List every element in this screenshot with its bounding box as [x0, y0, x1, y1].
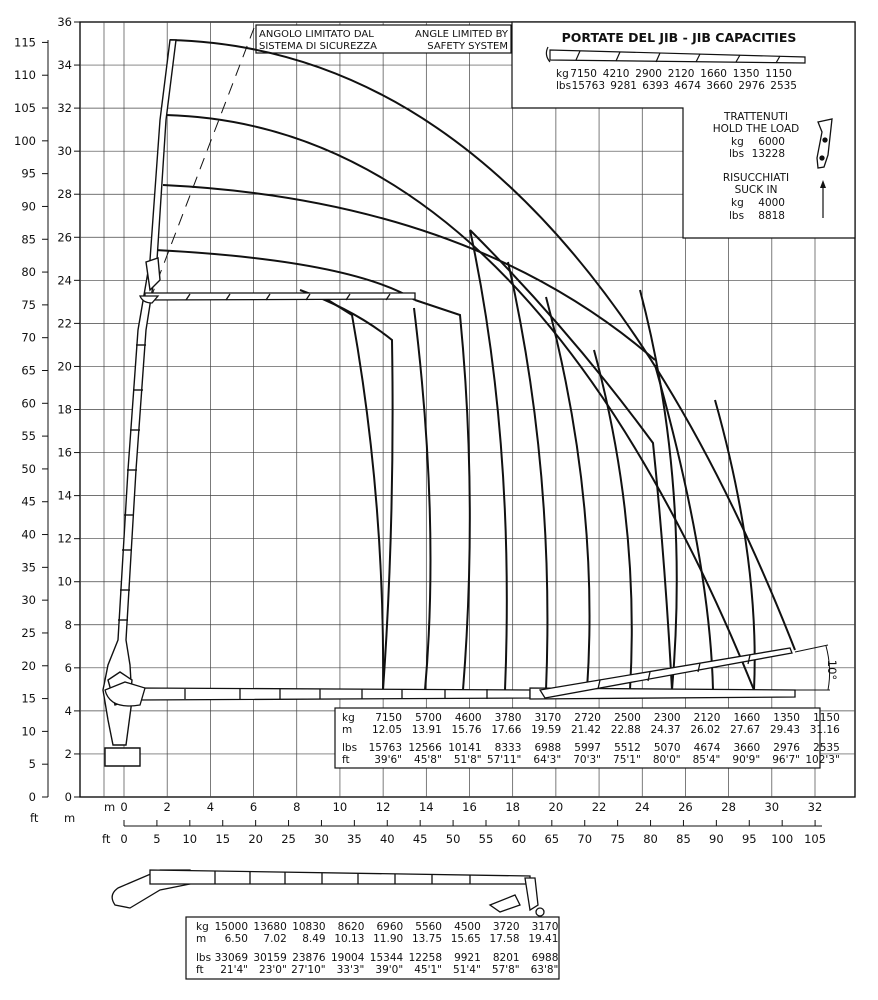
bottom-ft-tick-label: 30 — [314, 832, 329, 846]
bottom-kg-value: 15000 — [214, 921, 248, 933]
bottom-ft-tick-label: 35 — [347, 832, 362, 846]
bottom-m-value: 13.75 — [411, 933, 442, 945]
bottom-m-tick-label: 26 — [678, 800, 693, 814]
jib-kg-value: 2120 — [667, 68, 695, 80]
crane-boom-raised — [103, 40, 176, 766]
bottom-ft-tick-label: 105 — [804, 832, 827, 846]
jib-kg-value: 4210 — [602, 68, 630, 80]
bottom-m-value: 6.50 — [224, 933, 248, 945]
bottom-lbs-value: 9921 — [454, 952, 481, 964]
jib-lbs-label: lbs — [556, 80, 572, 92]
bottom-ft-value: 21'4" — [220, 964, 248, 976]
bottom-capacity-table — [186, 917, 559, 979]
main-m-value: 31.16 — [809, 724, 840, 736]
ft-tick-label: 5 — [28, 757, 36, 772]
bottom-m-value: 7.02 — [263, 933, 287, 945]
crane-boom-horizontal — [105, 648, 795, 706]
bottom-ft-tick-label: 75 — [610, 832, 625, 846]
main-m-label: m — [342, 724, 353, 736]
reach-curve-4 — [508, 262, 547, 690]
bottom-m-tick-label: 28 — [721, 800, 736, 814]
bottom-m-value: 10.13 — [334, 933, 365, 945]
bottom-m-axis — [120, 800, 822, 814]
main-kg-value: 1150 — [813, 712, 840, 724]
ft-tick-label: 65 — [21, 363, 36, 378]
bottom-kg-value: 4500 — [454, 921, 481, 933]
bottom-m-value: 19.41 — [528, 933, 559, 945]
suck-kg-value: 4000 — [758, 197, 785, 209]
bottom-kg-label: kg — [196, 921, 209, 933]
m-tick-label: 14 — [57, 488, 72, 503]
jib-lbs-value: 2976 — [738, 80, 765, 92]
m-tick-label: 2 — [64, 746, 72, 761]
bottom-ft-tick-label: 0 — [120, 832, 128, 846]
bottom-ft-value: 33'3" — [336, 964, 365, 976]
main-capacity-table — [335, 708, 840, 768]
ft-tick-label: 80 — [21, 265, 36, 280]
reach-curve-3 — [470, 230, 507, 690]
main-ft-value: 80'0" — [652, 754, 681, 766]
ft-tick-label: 95 — [21, 166, 36, 181]
main-lbs-value: 2535 — [813, 742, 840, 754]
bottom-m-axis-label: m — [104, 800, 116, 814]
main-ft-value: 45'8" — [414, 754, 442, 766]
bottom-m-tick-label: 4 — [206, 800, 215, 814]
main-kg-value: 3780 — [494, 712, 522, 724]
m-tick-label: 10 — [57, 574, 72, 589]
main-kg-value: 1660 — [733, 712, 761, 724]
bottom-m-tick-label: 12 — [375, 800, 391, 814]
bottom-ft-value: 27'10" — [291, 964, 326, 976]
jib-lbs-value: 2535 — [770, 80, 797, 92]
bottom-lbs-value: 15344 — [369, 952, 404, 964]
safety-it-line2: SISTEMA DI SICUREZZA — [259, 41, 377, 52]
reach-curve-0 — [300, 290, 393, 690]
bottom-lbs-value: 12258 — [408, 952, 442, 964]
bottom-m-tick-label: 18 — [505, 800, 521, 814]
bottom-m-value: 15.65 — [450, 933, 481, 945]
jib-kg-value: 2900 — [635, 68, 662, 80]
main-m-value: 19.59 — [531, 724, 562, 736]
ft-tick-label: 40 — [21, 527, 36, 542]
ft-axis — [14, 35, 48, 804]
bottom-ft-tick-label: 90 — [709, 832, 724, 846]
main-lbs-value: 6988 — [534, 742, 562, 754]
bottom-kg-value: 5560 — [415, 921, 442, 933]
ft-tick-label: 25 — [21, 625, 36, 640]
bottom-kg-value: 3170 — [531, 921, 559, 933]
main-ft-value: 51'8" — [453, 754, 482, 766]
bottom-ft-tick-label: 95 — [741, 832, 757, 846]
bottom-ft-tick-label: 10 — [182, 832, 198, 846]
main-ft-value: 102'3" — [805, 754, 840, 766]
jib-kg-label: kg — [556, 68, 569, 80]
main-m-value: 22.88 — [610, 724, 641, 736]
bottom-ft-tick-label: 60 — [511, 832, 527, 846]
suck-lbs-label: lbs — [729, 210, 745, 222]
ft-tick-label: 0 — [28, 790, 36, 804]
bottom-ft-value: 51'4" — [453, 964, 481, 976]
bottom-ft-axis-label: ft — [102, 832, 111, 846]
main-kg-value: 5700 — [415, 712, 442, 724]
bottom-m-label: m — [196, 933, 207, 945]
safety-en-line2: SAFETY SYSTEM — [427, 41, 508, 52]
main-kg-value: 1350 — [773, 712, 800, 724]
main-m-value: 29.43 — [769, 724, 800, 736]
safety-it-line1: ANGOLO LIMITATO DAL — [259, 29, 374, 40]
jib-kg-values — [570, 68, 792, 80]
bottom-ft-tick-label: 85 — [676, 832, 691, 846]
reach-curve-6 — [594, 350, 632, 690]
bottom-ft-tick-label: 25 — [281, 832, 296, 846]
safety-system-box — [256, 25, 511, 53]
main-ft-value: 75'1" — [613, 754, 641, 766]
bottom-lbs-value: 6988 — [531, 952, 559, 964]
hold-lbs-label: lbs — [729, 148, 745, 160]
bottom-m-values — [225, 933, 559, 945]
jib-kg-value: 1660 — [700, 68, 727, 80]
main-kg-value: 7150 — [375, 712, 402, 724]
main-m-value: 15.76 — [451, 724, 482, 736]
load-curve-3 — [163, 185, 655, 360]
bottom-kg-value: 8620 — [337, 921, 365, 933]
main-lbs-value: 5997 — [574, 742, 601, 754]
main-lbs-value: 2976 — [773, 742, 800, 754]
bottom-kg-value: 10830 — [292, 921, 326, 933]
bottom-m-tick-label: 24 — [634, 800, 650, 814]
main-m-value: 24.37 — [650, 724, 681, 736]
bottom-ft-tick-label: 20 — [248, 832, 263, 846]
main-lbs-label: lbs — [342, 742, 358, 754]
main-lbs-value: 4674 — [693, 742, 721, 754]
main-lbs-value: 15763 — [368, 742, 402, 754]
reach-curve-1 — [414, 308, 430, 690]
ft-tick-label: 35 — [21, 560, 36, 575]
ft-tick-label: 75 — [21, 297, 36, 312]
bottom-m-value: 8.49 — [302, 933, 326, 945]
bottom-m-tick-label: 30 — [764, 800, 780, 814]
reach-curve-00 — [320, 295, 383, 690]
bottom-ft-value: 45'1" — [414, 964, 442, 976]
bottom-ft-value: 23'0" — [259, 964, 287, 976]
bottom-lbs-value: 8201 — [492, 952, 520, 964]
m-tick-label: 34 — [57, 58, 72, 73]
main-kg-value: 4600 — [454, 712, 482, 724]
main-ft-value: 96'7" — [772, 754, 800, 766]
bottom-kg-values — [215, 921, 559, 933]
bottom-m-tick-label: 2 — [163, 800, 171, 814]
bottom-ft-tick-label: 5 — [153, 832, 161, 846]
main-kg-value: 3170 — [534, 712, 562, 724]
bottom-m-value: 11.90 — [373, 933, 404, 945]
reach-curve-5 — [546, 297, 590, 690]
ft-tick-label: 85 — [21, 232, 36, 247]
ft-tick-label: 115 — [14, 35, 36, 50]
hold-lbs-value: 13228 — [751, 148, 785, 160]
ft-tick-label: 60 — [21, 396, 36, 411]
main-ft-value: 39'6" — [374, 754, 402, 766]
m-tick-label: 28 — [57, 187, 72, 202]
m-tick-label: 22 — [57, 316, 72, 331]
bottom-ft-label: ft — [196, 964, 204, 976]
bottom-ft-tick-label: 65 — [544, 832, 560, 846]
bottom-lbs-value: 30159 — [253, 952, 287, 964]
bottom-m-tick-label: 8 — [293, 800, 301, 814]
main-ft-value: 57'11" — [486, 754, 522, 766]
main-m-value: 13.91 — [411, 724, 442, 736]
bottom-lbs-value: 23876 — [292, 952, 326, 964]
m-tick-label: 6 — [64, 660, 72, 675]
bottom-ft-value: 57'8" — [491, 964, 520, 976]
ft-tick-label: 15 — [21, 691, 36, 706]
main-ft-value: 64'3" — [533, 754, 562, 766]
bottom-lbs-value: 33069 — [214, 952, 248, 964]
main-m-value: 17.66 — [491, 724, 522, 736]
jib-capacities-box — [512, 22, 855, 238]
bottom-kg-value: 3720 — [492, 921, 520, 933]
bottom-ft-tick-label: 70 — [577, 832, 593, 846]
main-m-value: 27.67 — [730, 724, 761, 736]
bottom-m-tick-label: 0 — [120, 800, 128, 814]
hold-en-label: HOLD THE LOAD — [712, 123, 800, 135]
main-kg-value: 2720 — [574, 712, 601, 724]
bottom-m-tick-label: 20 — [548, 800, 564, 814]
main-lbs-value: 10141 — [448, 742, 482, 754]
suck-it-label: RISUCCHIATI — [722, 172, 790, 184]
ft-tick-label: 100 — [14, 133, 36, 148]
m-axis — [57, 15, 80, 804]
bottom-lbs-label: lbs — [196, 952, 212, 964]
m-tick-label: 30 — [57, 144, 72, 159]
jib-kg-value: 1150 — [765, 68, 792, 80]
safety-angle-line — [150, 28, 254, 300]
ft-tick-label: 30 — [21, 593, 36, 608]
main-kg-value: 2300 — [653, 712, 681, 724]
jib-lbs-value: 4674 — [674, 80, 701, 92]
bottom-m-tick-label: 6 — [249, 800, 258, 814]
bottom-ft-tick-label: 45 — [412, 832, 428, 846]
jib-lbs-value: 15763 — [571, 80, 605, 92]
suck-kg-label: kg — [731, 197, 744, 209]
bottom-lbs-values — [215, 952, 559, 964]
bottom-ft-tick-label: 40 — [379, 832, 395, 846]
bottom-ft-values — [220, 964, 558, 976]
bottom-lbs-value: 19004 — [330, 952, 365, 964]
bottom-ft-tick-label: 100 — [771, 832, 794, 846]
m-tick-label: 32 — [57, 101, 72, 116]
main-ft-value: 70'3" — [573, 754, 601, 766]
ft-tick-label: 105 — [14, 101, 36, 116]
ft-tick-label: 55 — [21, 429, 36, 444]
m-tick-label: 12 — [57, 531, 72, 546]
main-m-value: 26.02 — [690, 724, 721, 736]
jib-horizontal-top — [140, 293, 415, 303]
m-axis-label: m — [64, 811, 76, 825]
main-lbs-value: 3660 — [733, 742, 761, 754]
bottom-kg-value: 6960 — [376, 921, 404, 933]
bottom-ft-value: 63'8" — [530, 964, 559, 976]
hold-kg-label: kg — [731, 136, 744, 148]
suck-en-label: SUCK IN — [734, 184, 778, 196]
m-tick-label: 0 — [64, 790, 72, 804]
m-tick-label: 8 — [64, 617, 72, 632]
suck-lbs-value: 8818 — [758, 210, 785, 222]
jib-kg-value: 7150 — [570, 68, 597, 80]
bottom-m-tick-label: 22 — [591, 800, 607, 814]
main-lbs-value: 12566 — [408, 742, 442, 754]
bottom-ft-value: 39'0" — [375, 964, 404, 976]
bottom-ft-tick-label: 50 — [445, 832, 461, 846]
hold-it-label: TRATTENUTI — [724, 111, 788, 123]
safety-en-line1: ANGLE LIMITED BY — [415, 29, 508, 40]
bottom-ft-tick-label: 15 — [215, 832, 231, 846]
m-tick-label: 36 — [57, 15, 72, 29]
bottom-m-tick-label: 14 — [418, 800, 434, 814]
m-tick-label: 16 — [57, 445, 72, 460]
main-lbs-value: 8333 — [494, 742, 522, 754]
jib-kg-value: 1350 — [732, 68, 760, 80]
bottom-m-tick-label: 16 — [462, 800, 477, 814]
ft-tick-label: 110 — [14, 68, 36, 83]
ft-tick-label: 45 — [21, 494, 36, 509]
main-m-value: 12.05 — [371, 724, 402, 736]
hold-kg-value: 6000 — [758, 136, 785, 148]
bottom-ft-tick-label: 55 — [478, 832, 494, 846]
jib-lbs-value: 3660 — [706, 80, 733, 92]
ft-tick-label: 50 — [21, 461, 36, 476]
bottom-kg-value: 13680 — [253, 921, 287, 933]
main-lbs-value: 5070 — [653, 742, 681, 754]
main-ft-label: ft — [342, 754, 350, 766]
ft-axis-label: ft — [30, 811, 39, 825]
ft-tick-label: 10 — [21, 724, 36, 739]
main-ft-value: 90'9" — [732, 754, 761, 766]
angle-label: 10° — [825, 659, 839, 681]
jib-lbs-value: 6393 — [642, 80, 669, 92]
bottom-ft-tick-label: 80 — [643, 832, 658, 846]
main-kg-label: kg — [342, 712, 355, 724]
m-tick-label: 26 — [57, 230, 72, 245]
ft-tick-label: 90 — [21, 199, 36, 214]
ft-tick-label: 20 — [21, 658, 36, 673]
m-tick-label: 24 — [57, 273, 72, 288]
main-kg-value: 2120 — [693, 712, 721, 724]
bottom-ft-axis — [120, 820, 826, 846]
crane-folded-drawing — [112, 870, 544, 916]
m-tick-label: 20 — [57, 359, 72, 374]
main-kg-value: 2500 — [614, 712, 641, 724]
main-lbs-value: 5512 — [614, 742, 641, 754]
jib-lbs-value: 9281 — [610, 80, 637, 92]
main-ft-value: 85'4" — [692, 754, 721, 766]
bottom-m-value: 17.58 — [489, 933, 520, 945]
reach-curve-2 — [415, 300, 470, 690]
bottom-m-tick-label: 32 — [807, 800, 823, 814]
main-m-value: 21.42 — [570, 724, 601, 736]
jib-title: PORTATE DEL JIB - JIB CAPACITIES — [561, 30, 797, 45]
m-tick-label: 18 — [57, 402, 72, 417]
ft-tick-label: 70 — [21, 330, 36, 345]
bottom-m-tick-label: 10 — [332, 800, 348, 814]
m-tick-label: 4 — [64, 703, 72, 718]
